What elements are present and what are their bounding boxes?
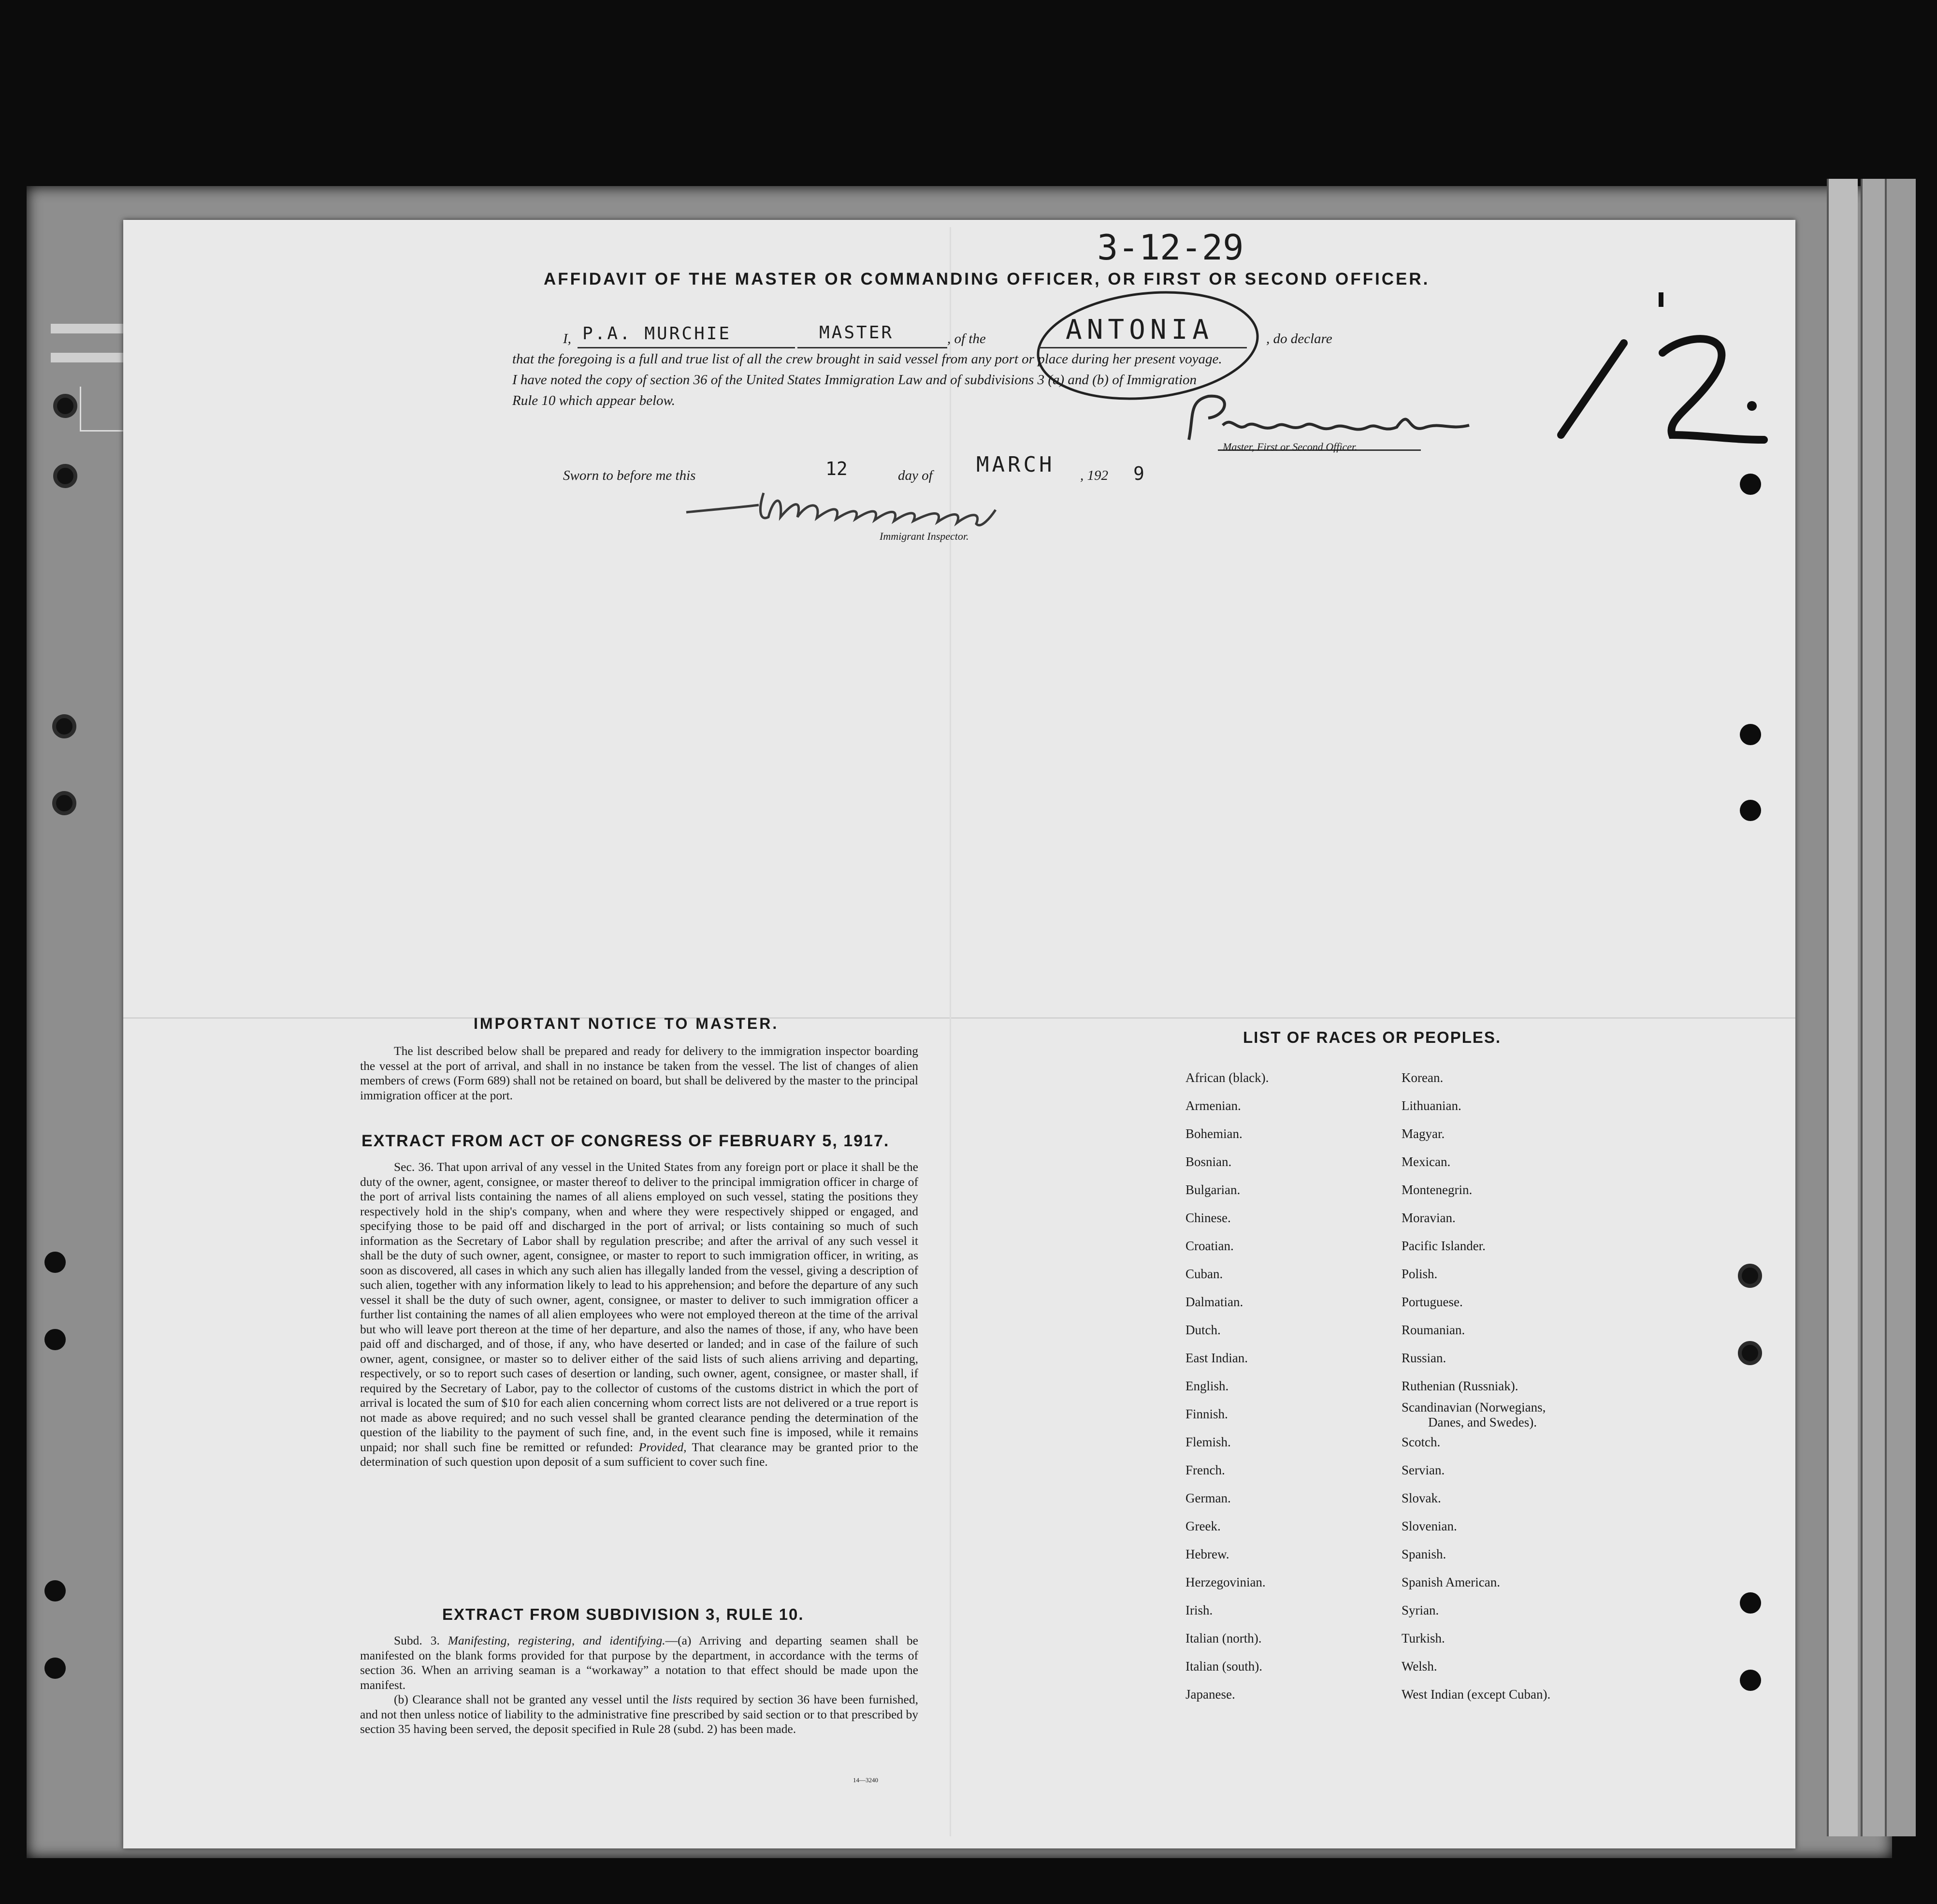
binder-stub [51, 353, 128, 362]
punch-hole [1738, 1341, 1762, 1365]
race-left-item: Irish. [1185, 1603, 1213, 1617]
race-left-item: Dalmatian. [1185, 1295, 1243, 1309]
race-left-item: Italian (north). [1185, 1631, 1262, 1645]
subd-text-b-start: (b) Clearance shall not be granted any vessel until the [394, 1692, 668, 1706]
punch-hole [44, 1252, 66, 1273]
race-right-item: Mexican. [1402, 1154, 1451, 1169]
sworn-day: 12 [825, 458, 848, 479]
date-annotation: 3-12-29 [1097, 227, 1244, 268]
declaration-line-3: Rule 10 which appear below. [512, 393, 675, 408]
punch-hole [1740, 724, 1761, 745]
day-of-label: day of [898, 468, 933, 483]
master-caption: Master, First or Second Officer. [1223, 441, 1358, 453]
year-digit: 9 [1133, 463, 1144, 484]
vessel-fill-line [1039, 347, 1247, 348]
punch-hole [52, 791, 76, 815]
punch-hole [44, 1580, 66, 1601]
race-right-item: Magyar. [1402, 1126, 1445, 1141]
punch-hole [1740, 1592, 1761, 1614]
fold-line [950, 227, 951, 1836]
race-left-item: Finnish. [1185, 1407, 1228, 1421]
declaration-line-2: I have noted the copy of section 36 of the United States Immigration Law and of subdivisions 3 (a) and (b) of Immigration [512, 372, 1197, 388]
name-fill-line [578, 347, 795, 348]
notice-text: The list described below shall be prepared and ready for delivery to the immigration inspector boarding the vessel at the port of arrival, and shall in no instance be taken from the vessel. The list of changes of alien members of crews (Form 689) shall not be retained on board, but shall be delivered by the master to the principal immigration officer at the port. [360, 1044, 918, 1102]
master-name: P.A. MURCHIE [582, 324, 732, 344]
race-right-item: Moravian. [1402, 1211, 1456, 1225]
binder-stub [51, 324, 128, 333]
race-left-item: African (black). [1185, 1070, 1269, 1085]
race-left-item: Dutch. [1185, 1323, 1221, 1337]
rank-fill-line [797, 347, 947, 348]
race-right-item-continuation: Danes, and Swedes). [1428, 1415, 1537, 1429]
provided-label: Provided, [638, 1440, 687, 1454]
race-right-item: Ruthenian (Russniak). [1402, 1379, 1518, 1393]
race-left-item: Japanese. [1185, 1687, 1235, 1702]
sec-text-end: That clearance may be granted prior to the determination of such question upon deposit of a sum sufficient to cover such fine. [360, 1440, 918, 1469]
intro-label: I, [563, 331, 571, 346]
race-right-item: Russian. [1402, 1351, 1446, 1365]
race-left-item: Italian (south). [1185, 1659, 1262, 1673]
race-left-item: Bosnian. [1185, 1154, 1232, 1169]
race-right-item: Lithuanian. [1402, 1098, 1461, 1113]
race-right-item: Slovak. [1402, 1491, 1441, 1505]
race-right-item: Turkish. [1402, 1631, 1445, 1645]
subd-text-a: —(a) Arriving and departing seamen shall be manifested on the blank forms provided for that purpose by the department, in accordance with the terms of section 36. When an arriving seaman is a “workaway” a notation to that effect should be made upon the manifest. [360, 1633, 918, 1692]
vessel-name: ANTONIA [1066, 314, 1214, 346]
race-right-item: Syrian. [1402, 1603, 1439, 1617]
race-right-item: Pacific Islander. [1402, 1239, 1486, 1253]
do-declare-label: , do declare [1266, 331, 1332, 346]
punch-hole [44, 1658, 66, 1679]
race-left-item: English. [1185, 1379, 1229, 1393]
extract-act-body [360, 1160, 918, 1470]
year-prefix: , 192 [1080, 468, 1108, 483]
subd-label: Subd. 3. [394, 1633, 440, 1647]
race-right-item: Scotch. [1402, 1435, 1441, 1449]
of-the-label: , of the [947, 331, 986, 346]
sec-text: That upon arrival of any vessel in the United States from any foreign port or place it shall be the duty of the owner, agent, consignee, or master thereof to deliver to the principal immigration officer in charge of the port of arrival lists containing the names of all aliens employed on such vessel, stating the positions they respectively hold in the ship's company, when and where they were respectively shipped or engaged, and specifying those to be paid off and discharged in the port of arrival; or lists containing so much of such information as the Secretary of Labor shall by regulation prescribe; and after the arrival of any such vessel it shall be the duty of such owner, agent, consignee, or master to report to such immigration officer, in writing, as soon as discovered, all cases in which any such alien has illegally landed from the vessel, giving a description of such alien, together with any information likely to lead to his apprehension; and before the departure of any such vessel it shall be the duty of such owner, agent, consignee, or master to deliver to such immigration officer a further list containing the names of all alien employees who were not employed thereon at the time of the arrival but who will leave port thereon at the time of her departure, and also the names of those, if any, who have been paid off and discharged, and of those, if any, who have deserted or landed; and in case of the failure of such owner, agent, consignee, or master so to deliver either of the said lists of such aliens arriving and departing, respectively, or so to report such cases of desertion or landing, such owner, agent, consignee, or master shall, if required by the Secretary of Labor, pay to the collector of customs of the customs district in which the port of arrival is located the sum of $10 for each alien concerning whom correct lists are not delivered or a true report is not made as above required; and no such vessel shall be granted clearance pending the determination of the question of the liability to the payment of such fine, and, in the event such fine is imposed, while it remains unpaid; nor shall such fine be remitted or refunded: [360, 1160, 918, 1454]
race-left-item: Cuban. [1185, 1267, 1223, 1281]
race-right-item: Roumanian. [1402, 1323, 1465, 1337]
subd-lists: lists [672, 1692, 693, 1706]
punch-hole [1738, 1264, 1762, 1288]
race-right-item: West Indian (except Cuban). [1402, 1687, 1551, 1702]
race-left-item: Chinese. [1185, 1211, 1231, 1225]
race-left-item: Armenian. [1185, 1098, 1241, 1113]
race-left-item: Herzegovinian. [1185, 1575, 1266, 1589]
extract-rule-body [360, 1633, 918, 1737]
race-right-item: Slovenian. [1402, 1519, 1457, 1533]
declaration-line-1: that the foregoing is a full and true list of all the crew brought in said vessel from any port or place during her present voyage. [512, 351, 1222, 367]
race-left-item: French. [1185, 1463, 1225, 1477]
binder-stub [80, 387, 130, 432]
inspector-caption: Immigrant Inspector. [880, 530, 969, 542]
sec-label: Sec. 36. [394, 1160, 434, 1174]
rank-value: MASTER [819, 323, 894, 343]
races-title: LIST OF RACES OR PEOPLES. [1243, 1028, 1502, 1046]
race-right-item: Spanish. [1402, 1547, 1446, 1561]
race-left-item: Croatian. [1185, 1239, 1234, 1253]
race-right-item: Welsh. [1402, 1659, 1437, 1673]
sworn-label: Sworn to before me this [563, 468, 696, 483]
punch-hole [53, 394, 77, 418]
punch-hole [1740, 474, 1761, 495]
affidavit-title: AFFIDAVIT OF THE MASTER OR COMMANDING OFFICER, OR FIRST OR SECOND OFFICER. [544, 270, 1430, 288]
document-page [123, 220, 1795, 1848]
race-right-item: Korean. [1402, 1070, 1444, 1085]
page-number-mark [1547, 290, 1788, 449]
punch-hole [53, 464, 77, 488]
page-stack-edge [1827, 179, 1858, 1836]
fold-line [123, 1017, 1795, 1019]
form-code: 14—3240 [853, 1776, 878, 1784]
race-left-item: Greek. [1185, 1519, 1221, 1533]
race-left-item: East Indian. [1185, 1351, 1248, 1365]
punch-hole [44, 1329, 66, 1350]
race-left-item: Bohemian. [1185, 1126, 1243, 1141]
race-left-item: Hebrew. [1185, 1547, 1229, 1561]
race-right-item: Scandinavian (Norwegians, [1402, 1400, 1546, 1414]
race-right-item: Servian. [1402, 1463, 1445, 1477]
subd-text-b-end: required by section 36 have been furnished, and not then unless notice of liability to the administrative fine prescribed by said section or to that prescribed by section 35 having been served, the deposit specified in Rule 28 (subd. 2) has been made. [360, 1692, 918, 1736]
subd-heading: Manifesting, registering, and identifying. [448, 1633, 665, 1647]
race-left-item: Flemish. [1185, 1435, 1231, 1449]
notice-title: IMPORTANT NOTICE TO MASTER. [474, 1015, 779, 1032]
race-left-item: German. [1185, 1491, 1231, 1505]
sworn-month: MARCH [976, 452, 1055, 477]
inspector-signature [681, 483, 1049, 536]
race-right-item: Polish. [1402, 1267, 1438, 1281]
punch-hole [1740, 1670, 1761, 1691]
race-left-item: Bulgarian. [1185, 1183, 1241, 1197]
extract-rule-title: EXTRACT FROM SUBDIVISION 3, RULE 10. [442, 1605, 804, 1623]
race-right-item: Portuguese. [1402, 1295, 1463, 1309]
race-right-item: Spanish American. [1402, 1575, 1500, 1589]
page-stack-edge [1885, 179, 1916, 1836]
punch-hole [52, 714, 76, 738]
punch-hole [1740, 800, 1761, 821]
race-right-item: Montenegrin. [1402, 1183, 1473, 1197]
master-signature [1179, 387, 1498, 449]
extract-act-title: EXTRACT FROM ACT OF CONGRESS OF FEBRUARY 5, 1917. [361, 1132, 890, 1150]
